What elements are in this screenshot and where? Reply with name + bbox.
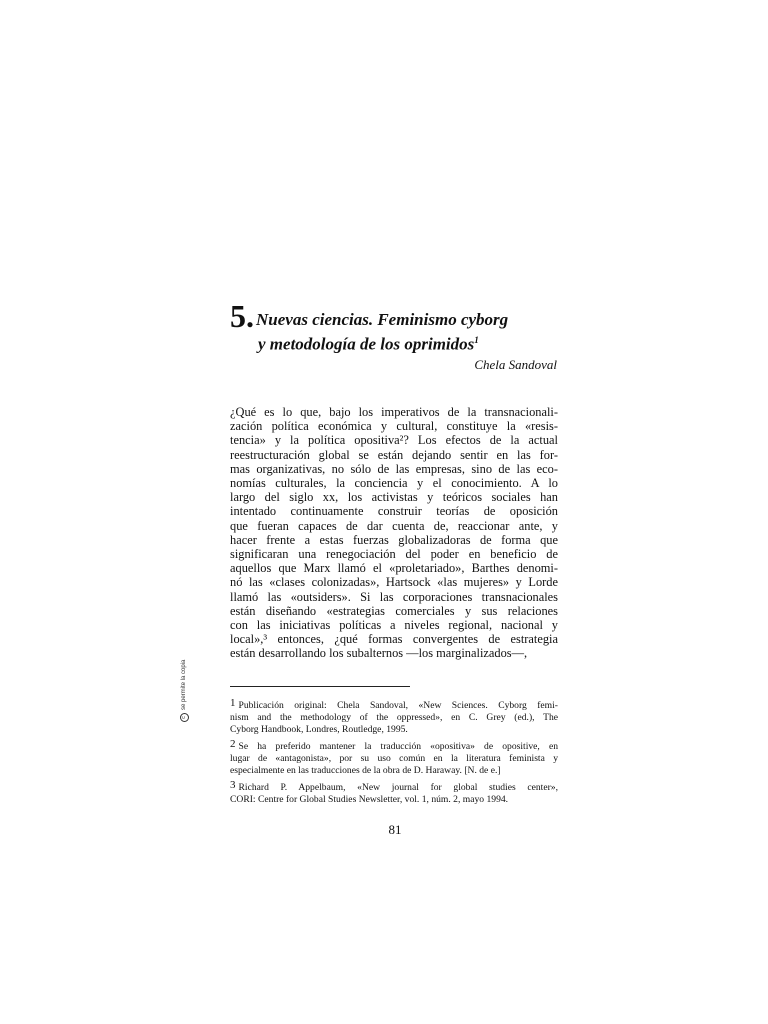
body-line: aquellos que Marx llamó el «proletariado», Barthes denomi- (230, 561, 558, 576)
body-paragraph (230, 405, 558, 661)
footnote-2 (230, 738, 558, 777)
title-footnote-ref[interactable]: 1 (474, 335, 479, 345)
footnote-line (230, 697, 558, 712)
footnote-text: Publicación original: Chela Sandoval, «New Sciences. Cyborg femi- (238, 700, 558, 711)
footnote-line: CORI: Centre for Global Studies Newsletter, vol. 1, núm. 2, mayo 1994. (230, 794, 509, 805)
footnote-line (230, 779, 558, 794)
footnote-line: Cyborg Handbook, Londres, Routledge, 1995. (230, 724, 408, 735)
side-note (176, 652, 192, 722)
body-line: tencia» y la política opositiva²? Los efectos de la actual (230, 433, 558, 448)
footnotes (230, 697, 558, 808)
chapter-title-line2: y metodología de los oprimidos$^1$ (258, 334, 479, 354)
footnote-3 (230, 779, 558, 806)
footnote-number: 2 (230, 738, 236, 750)
body-line: zación política económica y cultural, constituye la «resis- (230, 419, 558, 434)
footnote-number: 1 (230, 697, 236, 709)
side-note-text: se permite la copia (181, 659, 187, 710)
chapter-number: 5. (230, 298, 254, 334)
body-line: local»,³ entonces, ¿qué formas convergentes de estrategia (230, 632, 558, 647)
body-line: con las iniciativas políticas a niveles regional, nacional y (230, 618, 558, 633)
footnote-divider (230, 686, 410, 687)
footnote-text: Richard P. Appelbaum, «New journal for global studies center», (238, 782, 558, 793)
body-line: significaran una renegociación del poder en beneficio de (230, 547, 558, 562)
body-line: están desarrollando los subalternos —los marginalizados—, (230, 646, 528, 661)
author-name: Chela Sandoval (474, 357, 557, 372)
footnote-line: nism and the methodology of the oppressed», en C. Grey (ed.), The (230, 712, 558, 723)
copyleft-icon: c (180, 713, 189, 722)
body-line: nó las «clases colonizadas», Hartsock «las mujeres» y Lorde (230, 575, 558, 590)
footnote-text: Se ha preferido mantener la traducción «opositiva» de opositive, en (238, 741, 558, 752)
body-line: nomías culturales, la conciencia y el conocimiento. A lo (230, 476, 558, 491)
footnote-1 (230, 697, 558, 736)
body-line: llamó las «outsiders». Si las corporaciones transnacionales (230, 589, 558, 604)
body-line: que fueran capaces de dar cuenta de, reaccionar ante, y (230, 518, 558, 533)
footnote-line: especialmente en las traducciones de la obra de D. Haraway. [N. de e.] (230, 765, 501, 776)
body-line: mas organizativas, no sólo de las empresas, sino de las eco- (230, 461, 558, 476)
chapter-title-line1: Nuevas ciencias. Feminismo cyborg (256, 310, 509, 329)
body-line: hacer frente a estas fuerzas globalizadoras de forma que (230, 532, 558, 547)
chapter-title (256, 310, 566, 355)
body-line: largo del siglo xx, los activistas y teóricos sociales han (230, 490, 558, 505)
footnote-number: 3 (230, 779, 236, 791)
footnote-line (230, 738, 558, 753)
body-line: reestructuración global se están dejando sentir en las for- (230, 447, 558, 462)
body-line: intentado continuamente construir teorías de oposición (230, 504, 558, 519)
body-line: están diseñando «estrategias comerciales y sus relaciones (230, 603, 558, 618)
body-line: ¿Qué es lo que, bajo los imperativos de la transnacionali- (230, 405, 558, 419)
page-number: 81 (388, 822, 402, 837)
footnote-line: lugar de «antagonista», por su uso común en la literatura feminista y (230, 753, 558, 764)
